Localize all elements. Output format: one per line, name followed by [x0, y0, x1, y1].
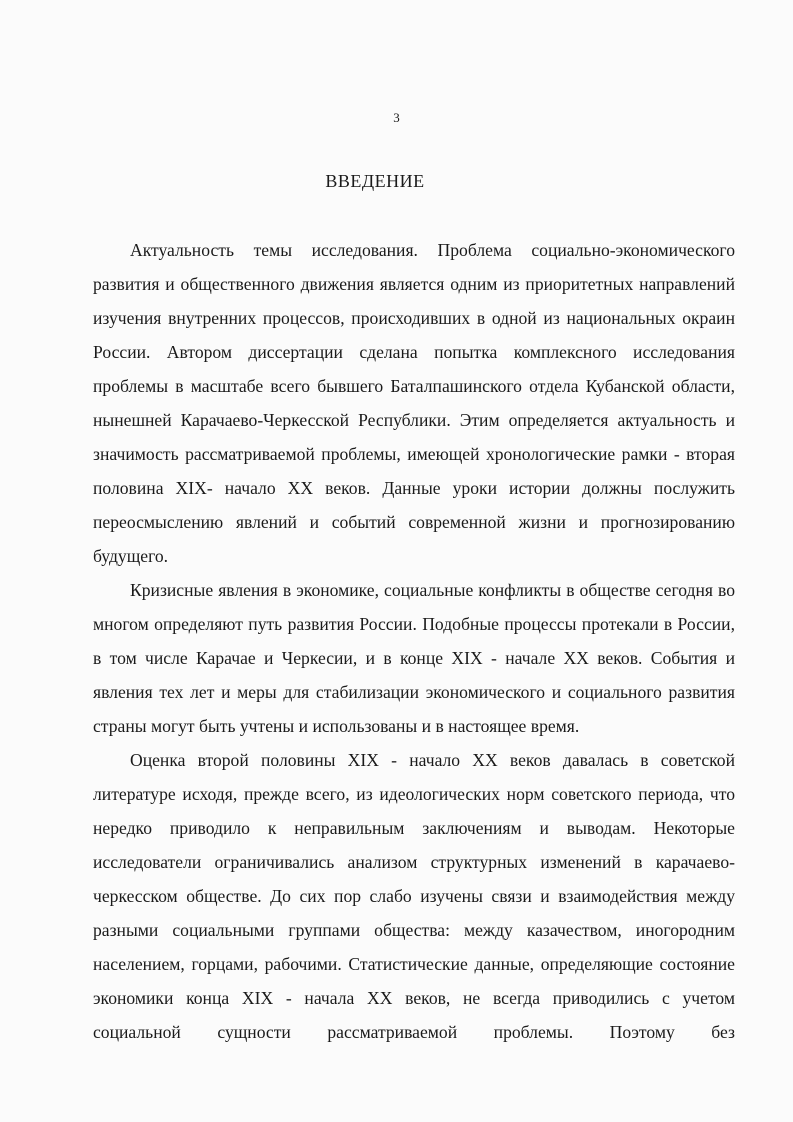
paragraph-crisis: Кризисные явления в экономике, социальные конфликты в обществе сегодня во многом определяют путь развития России. Подобные процессы протекали в России, в том числе Карачае и Черкесии, и в конце XIX - начале XX веков. События и явления тех лет и меры для стабилизации экономического и социального развития страны могут быть учтены и использованы и в настоящее время.: [93, 580, 735, 736]
section-title: ВВЕДЕНИЕ: [325, 171, 425, 191]
paragraph-assessment: Оценка второй половины XIX - начало XX веков давалась в советской литературе исходя, прежде всего, из идеологических норм советского периода, что нередко приводило к неправильным заключениям и выводам. Некоторые исследователи ограничивались анализом структурных изменений в карачаево-черкесском обществе. До сих пор слабо изучены связи и взаимодействия между разными социальными группами общества: между казачеством, иногородним населением, горцами, рабочими. Статистические данные, определяющие состояние экономики конца XIX - начала XX веков, не всегда приводились с учетом социальной сущности рассматриваемой проблемы. Поэтому без: [93, 750, 735, 1042]
page-number: 3: [393, 110, 400, 125]
body-text: [93, 233, 735, 1049]
paragraph-relevance: Актуальность темы исследования. Проблема социально-экономического развития и общественного движения является одним из приоритетных направлений изучения внутренних процессов, происходивших в одной из национальных окраин России. Автором диссертации сделана попытка комплексного исследования проблемы в масштабе всего бывшего Баталпашинского отдела Кубанской области, нынешней Карачаево-Черкесской Республики. Этим определяется актуальность и значимость рассматриваемой проблемы, имеющей хронологические рамки - вторая половина XIX- начало XX веков. Данные уроки истории должны послужить переосмыслению явлений и событий современной жизни и прогнозированию будущего.: [93, 240, 735, 566]
